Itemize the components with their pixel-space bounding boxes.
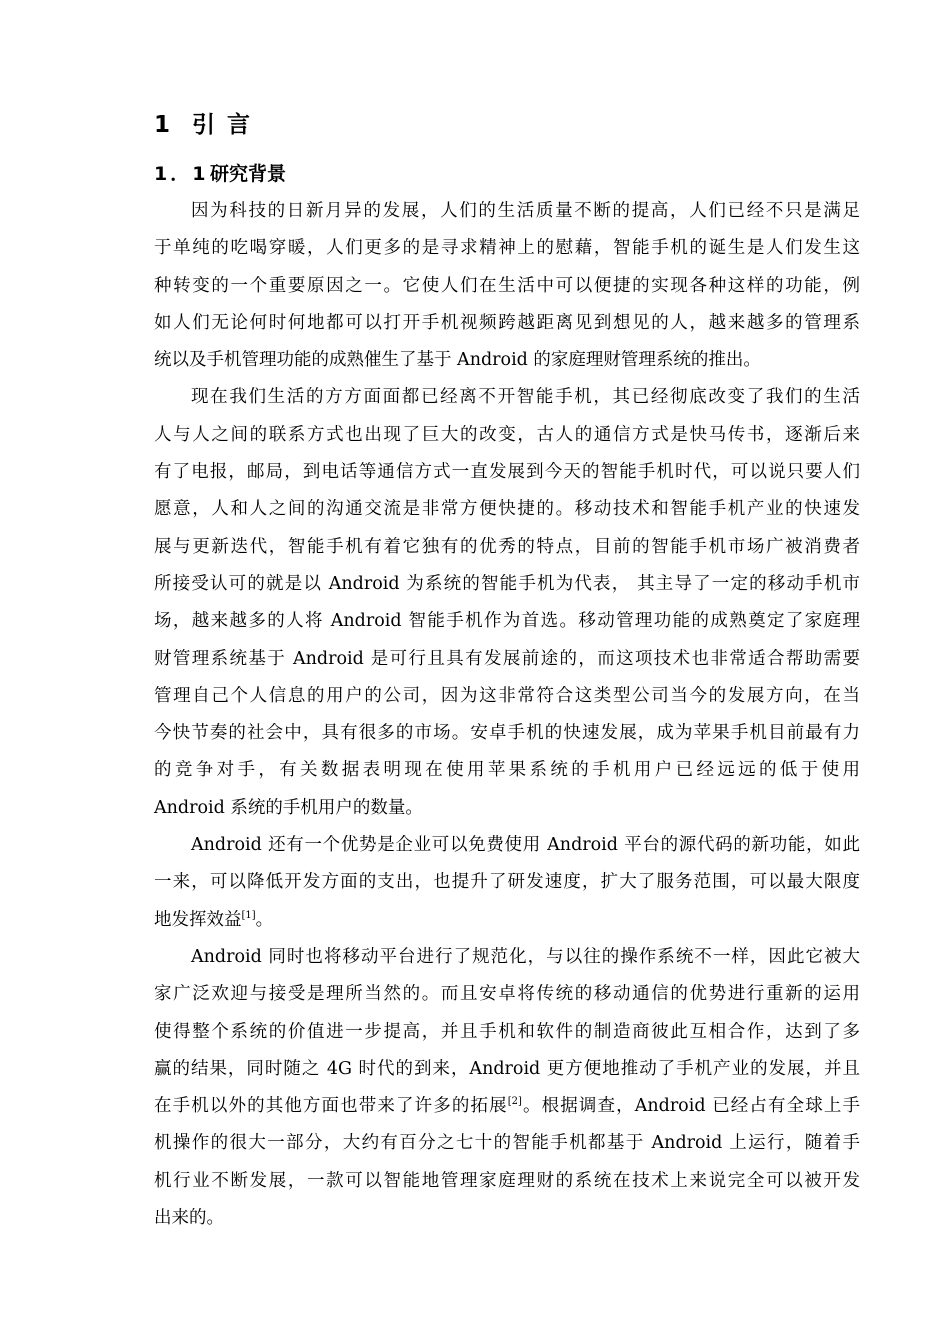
paragraph xyxy=(154,939,860,1237)
text-line: 所接受认可的就是以 Android 为系统的智能手机为代表， 其主导了一定的移动手机市 xyxy=(154,573,860,594)
chapter-title: 引言 xyxy=(192,112,262,138)
text-line: 场，越来越多的人将 Android 智能手机作为首选。移动管理功能的成熟奠定了家庭理 xyxy=(154,611,860,632)
text-line: Android 同时也将移动平台进行了规范化，与以往的操作系统不一样，因此它被大 xyxy=(191,946,860,967)
text-line: 管理自己个人信息的用户的公司，因为这非常符合这类型公司当今的发展方向，在当 xyxy=(154,685,860,706)
section-number: 1．1 xyxy=(154,163,209,185)
chapter-heading xyxy=(154,108,262,142)
text-line: 愿意，人和人之间的沟通交流是非常方便快捷的。移动技术和智能手机产业的快速发 xyxy=(154,499,860,520)
text-line: 展与更新迭代，智能手机有着它独有的优秀的特点，目前的智能手机市场广被消费者 xyxy=(154,536,860,557)
text-line: 家广泛欢迎与接受是理所当然的。而且安卓将传统的移动通信的优势进行重新的运用 xyxy=(154,984,860,1005)
text-line: 现在我们生活的方方面面都已经离不开智能手机，其已经彻底改变了我们的生活 xyxy=(191,387,860,408)
line-tail: 。根据调查，Android 已经占有全球上手 xyxy=(521,1096,861,1117)
paragraph xyxy=(154,193,860,379)
paragraph xyxy=(154,379,860,827)
text-line xyxy=(154,902,860,939)
text-line: 出来的。 xyxy=(154,1208,224,1229)
text-line: 种转变的一个重要原因之一。它使人们在生活中可以便捷的实现各种这样的功能，例 xyxy=(154,275,860,296)
text-line: 有了电报，邮局，到电话等通信方式一直发展到今天的智能手机时代，可以说只要人们 xyxy=(154,462,860,483)
text-line: 于单纯的吃喝穿暖，人们更多的是寻求精神上的慰藉，智能手机的诞生是人们发生这 xyxy=(154,238,860,259)
text-line: 统以及手机管理功能的成熟催生了基于 Android 的家庭理财管理系统的推出。 xyxy=(154,350,761,371)
text-line xyxy=(154,1088,860,1125)
section-title: 研究背景 xyxy=(210,163,287,185)
citation-ref[interactable]: [2] xyxy=(507,1096,522,1108)
line-text: 在手机以外的其他方面也带来了许多的拓展 xyxy=(154,1096,508,1117)
paragraph xyxy=(154,827,860,939)
text-line: 的竞争对手，有关数据表明现在使用苹果系统的手机用户已经远远的低于使用 xyxy=(154,760,860,781)
line-text: 地发挥效益 xyxy=(154,909,242,930)
text-line: 如人们无论何时何地都可以打开手机视频跨越距离见到想见的人，越来越多的管理系 xyxy=(154,312,860,333)
text-line: 赢的结果，同时随之 4G 时代的到来，Android 更方便地推动了手机产业的发展，并且 xyxy=(154,1058,860,1079)
text-line: 人与人之间的联系方式也出现了巨大的改变，古人的通信方式是快马传书，逐渐后来 xyxy=(154,424,860,445)
text-line: 财管理系统基于 Android 是可行且具有发展前途的，而这项技术也非常适合帮助需要 xyxy=(154,648,860,669)
text-line: 一来，可以降低开发方面的支出，也提升了研发速度，扩大了服务范围，可以最大限度 xyxy=(154,872,860,893)
text-line: 使得整个系统的价值进一步提高，并且手机和软件的制造商彼此互相合作，达到了多 xyxy=(154,1021,860,1042)
text-line: 机操作的很大一部分，大约有百分之七十的智能手机都基于 Android 上运行，随着手 xyxy=(154,1133,860,1154)
line-tail: 。 xyxy=(255,909,274,930)
chapter-number: 1 xyxy=(154,112,171,138)
text-line: Android 还有一个优势是企业可以免费使用 Android 平台的源代码的新功能，如此 xyxy=(191,835,860,856)
citation-ref[interactable]: [1] xyxy=(241,909,256,921)
text-line: 今快节奏的社会中，具有很多的市场。安卓手机的快速发展，成为苹果手机目前最有力 xyxy=(154,723,860,744)
text-line: Android 系统的手机用户的数量。 xyxy=(154,797,423,818)
text-line: 机行业不断发展，一款可以智能地管理家庭理财的系统在技术上来说完全可以被开发 xyxy=(154,1170,860,1191)
section-heading xyxy=(154,157,286,191)
body-text xyxy=(154,193,860,1237)
text-line: 因为科技的日新月异的发展，人们的生活质量不断的提高，人们已经不只是满足 xyxy=(191,201,860,221)
